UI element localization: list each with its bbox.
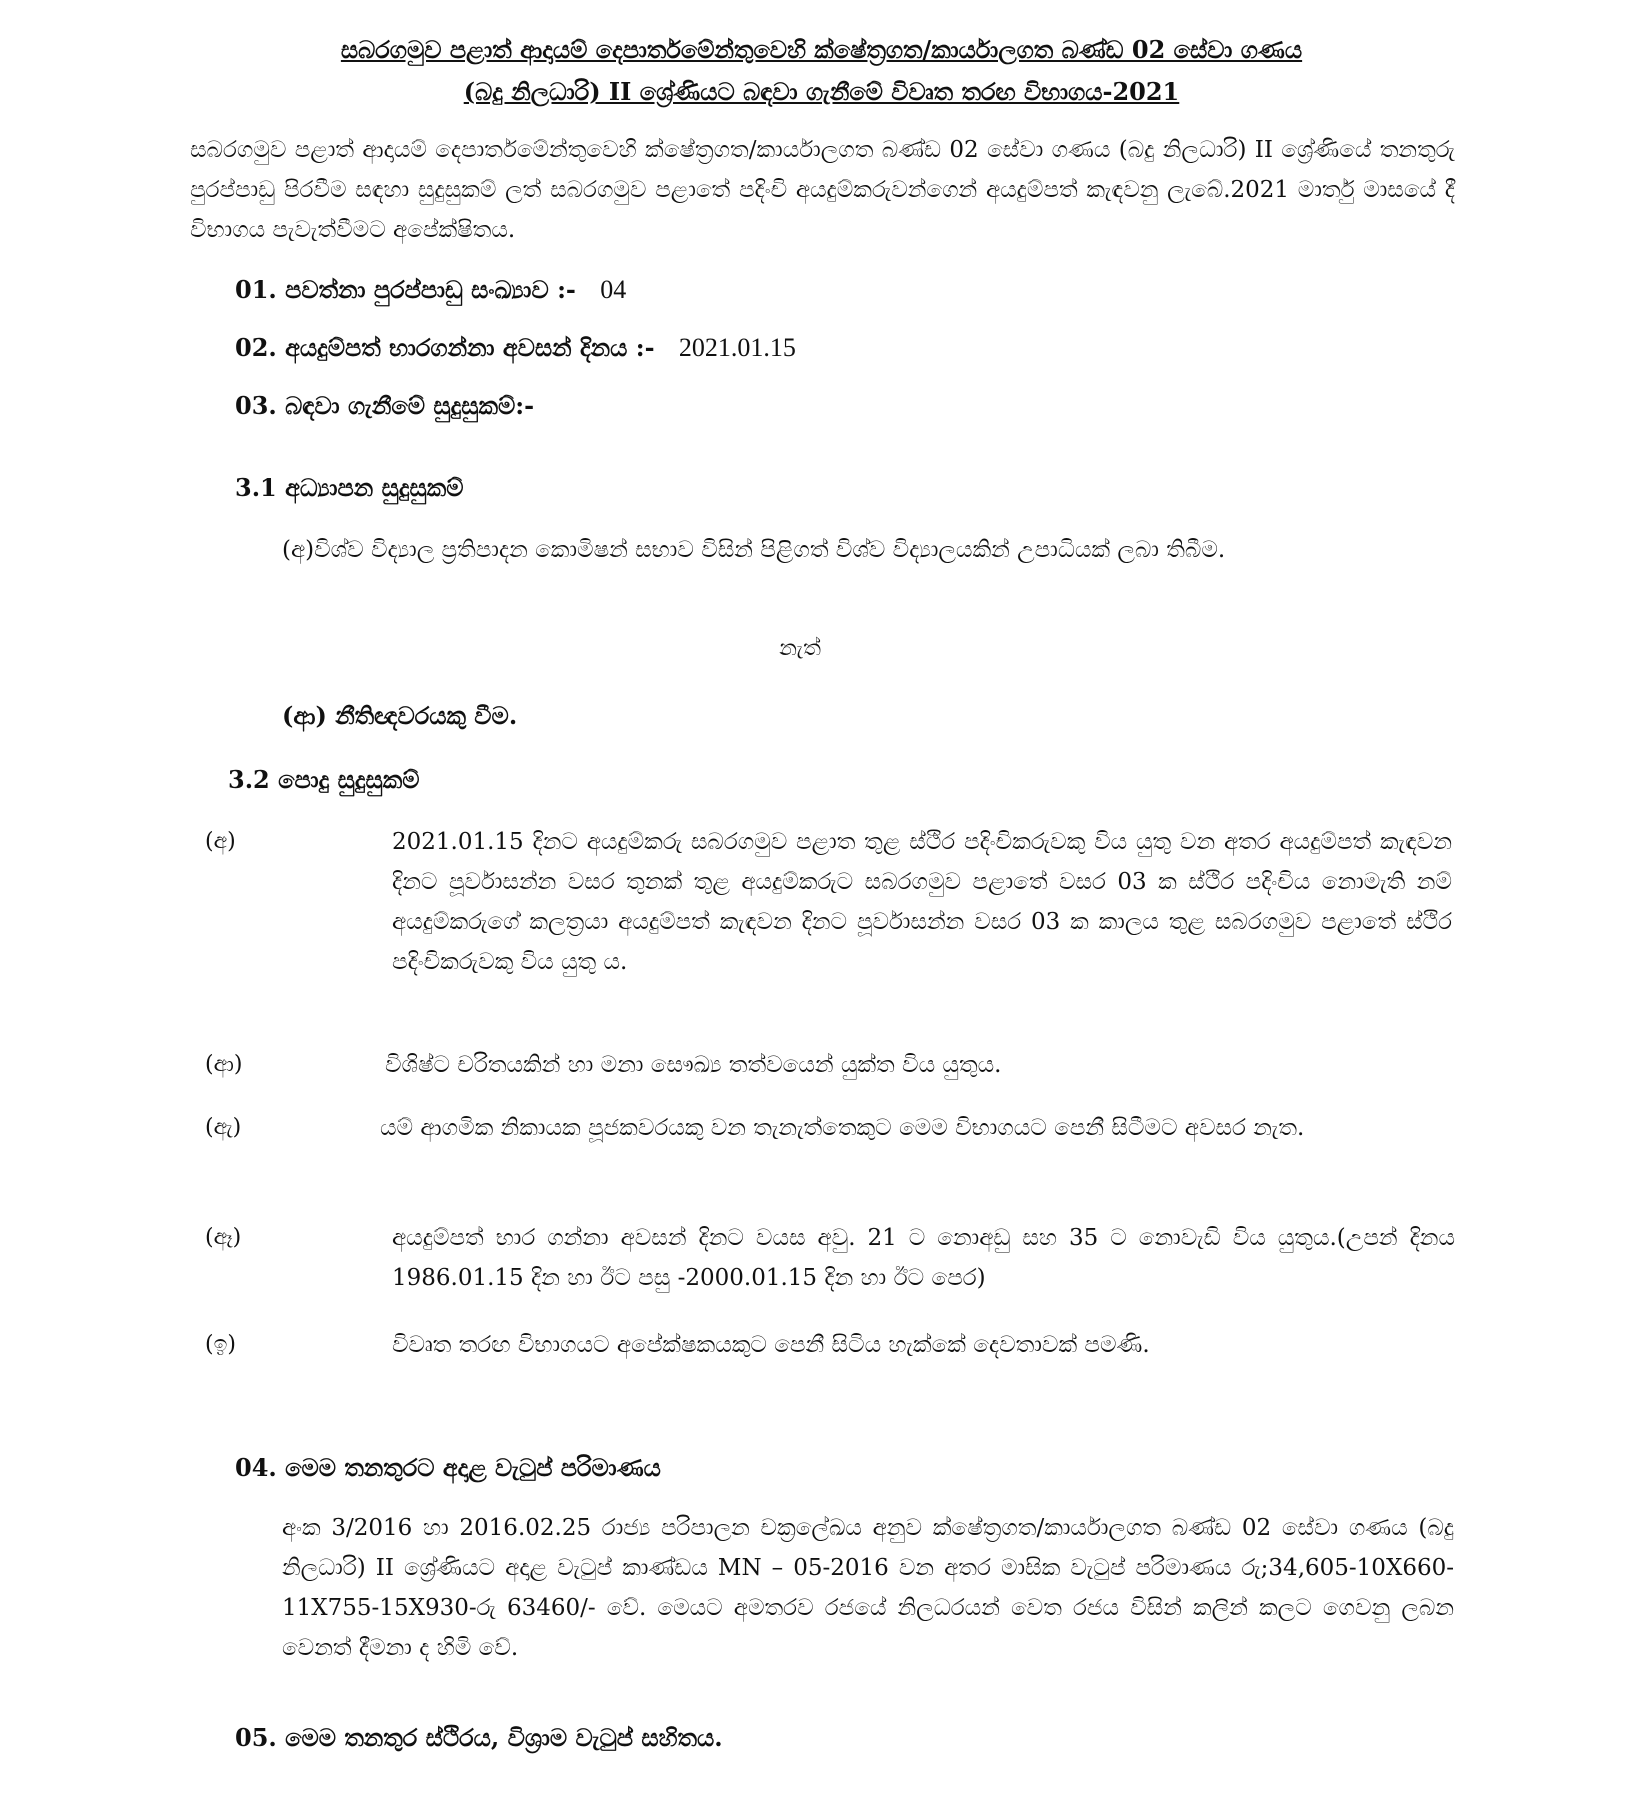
general-item-text: විවෘත තරඟ විභාගයට අපේක්ෂකයකුට පෙනී සිටිය හැක්කේ දෙවතාවක් පමණි. bbox=[392, 1332, 1150, 1358]
general-item-text: අයදුම්පත් භාර ගන්නා අවසන් දිනට වයස අවු. 21 ට නොඅඩු සහ 35 ට නොවැඩි විය යුතුය.(උපන් දිනය 1986.01.15 දින හා ඊට පසු -2000.01.15 දින හා ඊට පෙර) bbox=[392, 1225, 1455, 1291]
general-item-label: (ඇ) bbox=[205, 1115, 242, 1140]
item-02 bbox=[235, 330, 796, 366]
general-item-label: (අ) bbox=[205, 829, 236, 854]
item-02-label: 02. අයදුම්පත් භාරගන්නා අවසන් දිනය :- bbox=[235, 333, 655, 362]
general-item-text: 2021.01.15 දිනට අයදුම්කරු සබරගමුව පළාත තුළ ස්ථිර පදිංචිකරුවකු විය යුතු වන අතර අයදුම්පත් කැඳවන දිනට පූර්වාසන්න වසර තුනක් තුළ අයදුම්කරුට සබරගමුව පළාතේ වසර 03 ක ස්ථිර පදිංචිය නොමැති නම් අයදුම්කරුගේ කලත්‍රයා අයදුම්පත් කැඳවන දිනට පූර්වාසන්න වසර 03 ක කාලය තුළ සබරගමුව පළාතේ ස්ථිර පදිංචිකරුවකු විය යුතු ය. bbox=[392, 829, 1452, 975]
general-item-text: විශිෂ්ට චරිතයකින් හා මනා සෞඛ්‍ය තත්වයෙන් යුක්ත විය යුතුය. bbox=[385, 1052, 1002, 1078]
title-line-1: සබරගමුව පළාත් ආදායම් දෙපාර්තමේන්තුවෙහි ක්ෂේත්‍රගත/කාර්යාලගත බණ්ඩ 02 සේවා ගණය bbox=[340, 35, 1303, 64]
item-01-label: 01. පවත්නා පුරප්පාඩු සංඛ්‍යාව :- bbox=[235, 275, 576, 304]
item-04-text: අංක 3/2016 හා 2016.02.25 රාජ්‍ය පරිපාලන චක්‍රලේඛය අනුව ක්ෂේත්‍රගත/කාර්යාලගත බණ්ඩ 02 සේවා ගණය (බදු නිලධාරි) II ශ්‍රේණියට අදාළ වැටුප් කාණ්ඩය MN – 05-2016 වන අතර මාසික වැටුප් පරිමාණය රු;34,605-10X660-11X755-15X930-රු 63460/- වේ. මෙයට අමතරව රජයේ නිලධරයන් වෙත රජය විසින් කලින් කලට ගෙවනු ලබන වෙනත් දීමනා ද හිමි වේ. bbox=[282, 1515, 1454, 1661]
item-05-label: 05. මෙම තනතුර ස්ථිරය, විශ්‍රාම වැටුප් සහිතය. bbox=[235, 1723, 723, 1752]
section-3-1-item-a: (අ)විශ්ව විද්‍යාල ප්‍රතිපාදන කොමිෂන් සභාව විසින් පිළිගත් විශ්ව විද්‍යාලයකින් උපාධියක් ලබා තිබීම. bbox=[282, 537, 1226, 563]
section-3-1-item-aa: (ආ) නීතිඥවරයකු වීම. bbox=[282, 701, 518, 730]
item-02-value: 2021.01.15 bbox=[678, 333, 796, 362]
general-item-text: යම් ආගමික නිකායක පූජකවරයකු වන තැනැත්තෙකුට මෙම විභාගයට පෙනී සිටීමට අවසර නැත. bbox=[380, 1115, 1305, 1141]
general-item-label: (ආ) bbox=[205, 1052, 243, 1077]
item-04-label: 04. මෙම තනතුරට අදාළ වැටුප් පරිමාණය bbox=[235, 1453, 661, 1482]
intro-paragraph: සබරගමුව පළාත් ආදායම් දෙපාර්තමේන්තුවෙහි ක්ෂේත්‍රගත/කාර්යාලගත බණ්ඩ 02 සේවා ගණය (බදු නිලධාරි) II ශ්‍රේණියේ තනතුරු පුරප්පාඩු පිරවීම සඳහා සුදුසුකම් ලත් සබරගමුව පළාතේ පදිංචි අයදුම්කරුවන්ගෙන් අයදුම්පත් කැඳවනු ලැබේ.2021 මාර්තු මාසයේ දී විභාගය පැවැත්වීමට අපේක්ෂිතය. bbox=[190, 137, 1455, 243]
general-item-label: (ඉ) bbox=[205, 1332, 236, 1357]
title-line-2: (බදු නිලධාරි) II ශ්‍රේණියට බඳවා ගැනීමේ විවෘත තරඟ විභාගය-2021 bbox=[463, 77, 1180, 106]
item-01-value: 04 bbox=[600, 275, 627, 304]
or-text: නැත් bbox=[779, 636, 821, 661]
section-3-2-label: 3.2 පොදු සුදුසුකම් bbox=[228, 765, 420, 794]
general-item-label: (ඈ) bbox=[205, 1225, 242, 1250]
item-01 bbox=[235, 272, 626, 308]
item-03-label: 03. බඳවා ගැනීමේ සුදුසුකම්:- bbox=[235, 391, 535, 420]
section-3-1-label: 3.1 අධ්‍යාපන සුදුසුකම් bbox=[235, 473, 464, 502]
